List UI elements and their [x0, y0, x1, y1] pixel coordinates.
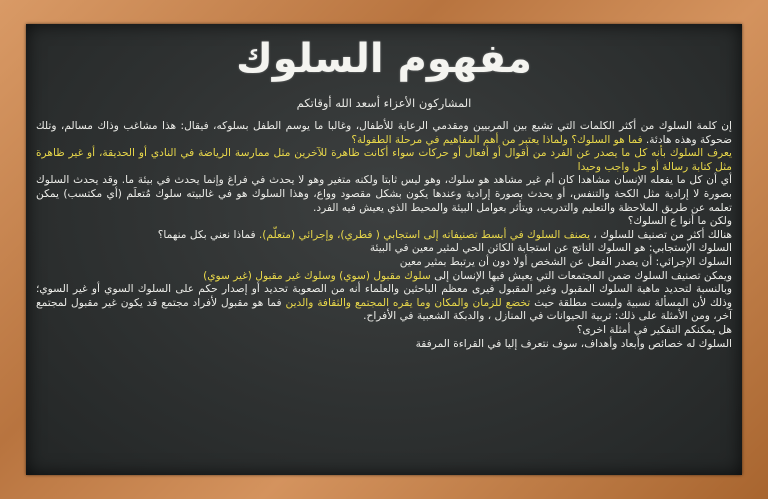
body-text: هل يمكنكم التفكير في أمثلة اخرى؟ — [576, 323, 732, 336]
body-text: أي أن كل ما يفعله الإنسان مشاهدا كان أم غير مشاهد هو سلوك، وهو ليس ثابتا ولكنه متغير وهو لا يحدث في فراغ وإنما يحدث في بيئة ما. وقد يحدث السلوك بصورة لا إرادية مثل الكحة والتنفس، أو يحدث بصورة إرادية وعندها يكون بشكل مقصود وواع، وهذا السلوك هو في غالبيته سلوك مُتعلَم (أي مكتسب) يمكن تعلمه عن طريق الملاحظة والتعليم والتدريب، ويتأثر بعوامل البيئة والمحيط الذي يعيش فيه الفرد. — [36, 174, 732, 214]
paragraph — [36, 324, 732, 338]
body-text: فماذا نعني بكل منهما؟ — [157, 228, 259, 241]
article-body — [36, 120, 732, 351]
paragraph — [36, 229, 732, 243]
page-title: مفهوم السلوك — [236, 36, 532, 82]
body-text: فما هو مقبول لأفراد مجتمع قد يكون غير مقبول لمجتمع آخر، ومن الأمثلة على ذلك: تربية الحيوانات في المنازل ، والدبكة الشعبية في الأفراح. — [36, 296, 732, 323]
paragraph — [36, 270, 732, 284]
chalkboard — [26, 24, 742, 475]
highlighted-text: سلوك مقبول (سوي) وسلوك غير مقبول (غير سوي) — [203, 269, 431, 282]
body-text: إن كلمة السلوك من أكثر الكلمات التي تشيع بين المربيين ومقدمي الرعاية للأطفال، وغالبا ما يوسم الطفل بسلوكه، فيقال: هذا مشاغب وذاك مسالم، وتلك ضحوكة وهذه هادئة. — [36, 120, 732, 146]
body-text: ويمكن تصنيف السلوك ضمن المجتمعات التي يعيش فيها الإنسان إلى — [430, 269, 732, 282]
body-text: هنالك أكثر من تصنيف للسلوك ، — [590, 228, 732, 241]
paragraph — [36, 174, 732, 215]
highlighted-text: يصنف السلوك في أبسط تصنيفاته إلى استجابي ( فطري)، وإجرائي (متعلّم). — [258, 228, 591, 241]
paragraph — [36, 338, 732, 352]
paragraph — [36, 242, 732, 256]
paragraph — [36, 283, 732, 324]
highlighted-text: تخضع للزمان والمكان وما يقره المجتمع والثقافة والدين — [285, 296, 531, 309]
page-subtitle: المشاركون الأعزاء أسعد الله أوقاتكم — [296, 96, 472, 110]
body-text: السلوك الإستجابي: هو السلوك الناتج عن استجابة الكائن الحي لمثير معين في البيئة — [369, 242, 732, 255]
body-text: السلوك له خصائص وأبعاد وأهداف، سوف نتعرف إليا في القراءة المرفقة — [415, 337, 732, 350]
paragraph — [36, 215, 732, 229]
highlighted-text: فما هو السلوك؟ ولماذا يعتبر من أهم المفاهيم في مرحلة الطفولة؟ — [351, 133, 643, 146]
body-text: السلوك الإجرائي: أن يصدر الفعل عن الشخص أولا دون أن يرتبط بمثير معين — [399, 255, 732, 268]
highlighted-text: يعرف السلوك بأنه كل ما يصدر عن الفرد من أقوال أو أفعال أو حركات سواء أكانت ظاهرة للآخرين مثل ممارسة الرياضة في النادي أو الحديقة، أو غير ظاهرة مثل كتابة رسالة أو حل واجب وحيدا — [36, 147, 732, 173]
body-text: ولكن ما أنوا ع السلوك؟ — [627, 215, 732, 228]
paragraph — [36, 147, 732, 174]
paragraph — [36, 120, 732, 147]
body-text: وبالنسبة لتحديد ماهية السلوك المقبول وغير المقبول فيرى معظم الباحثين والعلماء أنه من الصعوبة تحديد أو إصدار حكم على السلوك السوي أو غير السوي؛ وذلك لأن المسألة نسبية وليست مطلقة حيث — [36, 283, 732, 309]
paragraph — [36, 256, 732, 270]
